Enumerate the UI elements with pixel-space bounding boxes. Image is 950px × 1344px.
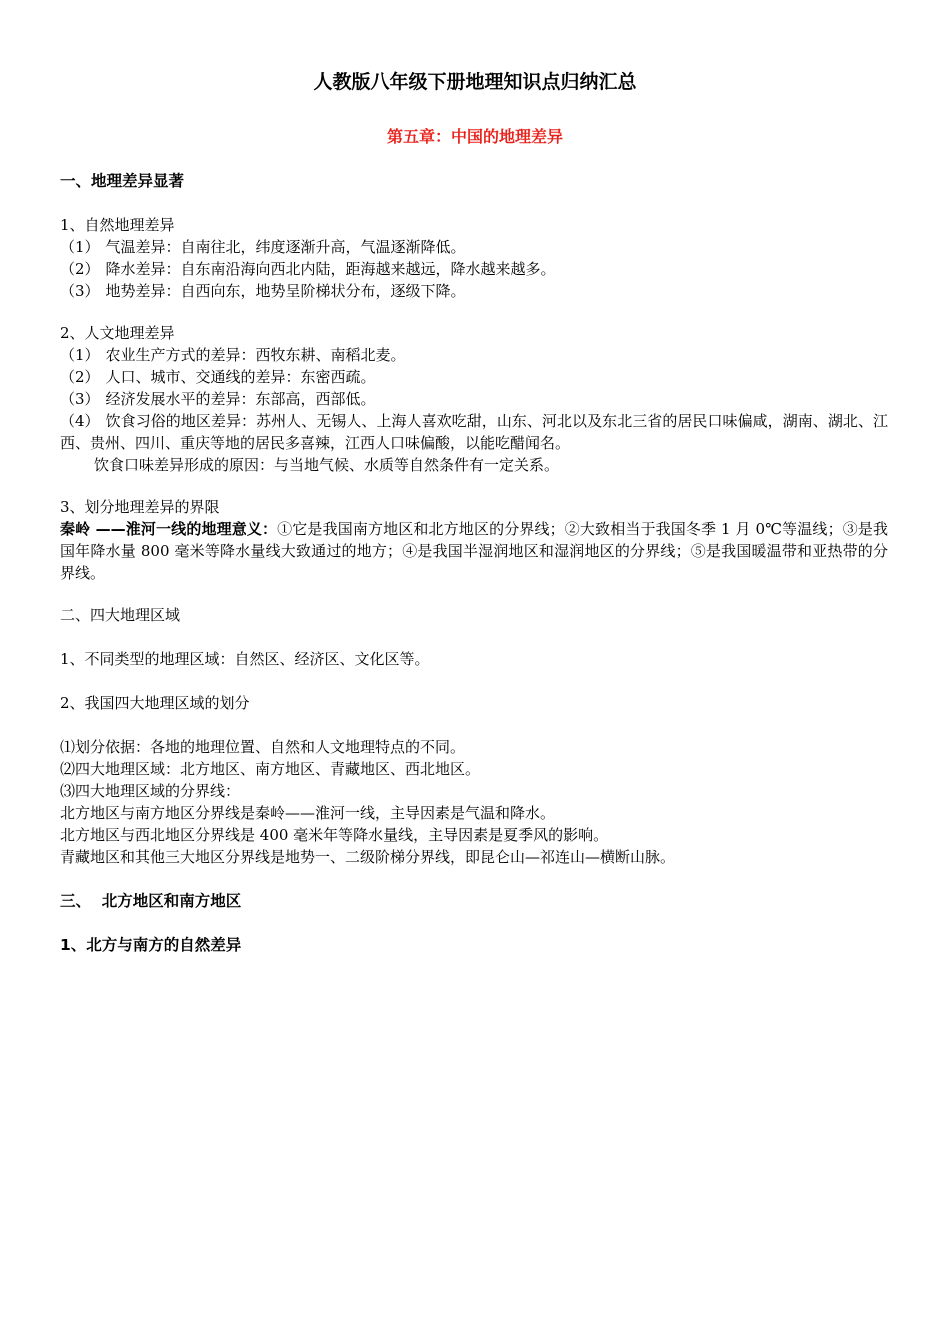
list-item: 北方地区与西北地区分界线是 400 毫米年等降水量线，主导因素是夏季风的影响。 [60,826,609,844]
qinling-text: ①它是我国南方地区和北方地区的分界线；②大致相当于我国冬季 1 月 0℃等温线；③是我国年降水量 800 毫米等降水量线大致通过的地方；④是我国半湿润地区和湿润地区的分界线；⑤是我国暖温带和亚热带的分界线。 [60,520,888,582]
list-item [60,410,888,454]
diet-reason: 饮食口味差异形成的原因：与当地气候、水质等自然条件有一定关系。 [94,456,560,474]
list-item: 北方地区与南方地区分界线是秦岭——淮河一线，主导因素是气温和降水。 [60,804,556,822]
item-text: 农业生产方式的差异：西牧东耕、南稻北麦。 [105,346,406,364]
document-body [60,170,888,956]
item-text: 地势差异：自西向东，地势呈阶梯状分布，逐级下降。 [105,282,466,300]
item-text: 经济发展水平的差异：东部高，西部低。 [105,390,376,408]
item-number: （3） [60,390,100,408]
item-text: 降水差异：自东南沿海向西北内陆，距海越来越远，降水越来越多。 [105,260,556,278]
chapter-title: 第五章：中国的地理差异 [386,127,563,146]
item-number: （4） [60,412,100,430]
section2-sub1: 1、不同类型的地理区域：自然区、经济区、文化区等。 [60,650,430,668]
section1-sub3-heading: 3、划分地理差异的界限 [60,498,220,516]
item-number: （1） [60,346,100,364]
item-text: 饮食习俗的地区差异：苏州人、无锡人、上海人喜欢吃甜，山东、河北以及东北三省的居民口味偏咸，湖南、湖北、江西、贵州、四川、重庆等地的居民多喜辣，江西人口味偏酸，以能吃醋闻名。 [60,412,888,452]
list-item [60,236,888,258]
item-number: （1） [60,238,100,256]
list-item: ⑶四大地理区域的分界线： [60,782,241,800]
section1-sub1-heading: 1、自然地理差异 [60,216,175,234]
section3-heading: 三、 北方地区和南方地区 [60,892,242,910]
qinling-keyword: 秦岭 ——淮河一线的地理意义： [60,520,278,538]
section1-sub2-heading: 2、人文地理差异 [60,324,175,342]
list-item [60,280,888,302]
list-item [60,366,888,388]
item-text: 气温差异：自南往北，纬度逐渐升高，气温逐渐降低。 [105,238,466,256]
item-text: 人口、城市、交通线的差异：东密西疏。 [105,368,376,386]
section2-sub2: 2、我国四大地理区域的划分 [60,694,250,712]
list-item: 青藏地区和其他三大地区分界线是地势一、二级阶梯分界线，即昆仑山—祁连山—横断山脉。 [60,848,676,866]
qinling-significance [60,518,888,584]
item-number: （2） [60,368,100,386]
section3-sub1: 1、北方与南方的自然差异 [60,936,242,954]
item-number: （2） [60,260,100,278]
list-item: ⑴划分依据：各地的地理位置、自然和人文地理特点的不同。 [60,738,466,756]
list-item [60,344,888,366]
list-item [60,258,888,280]
item-number: （3） [60,282,100,300]
document-title: 人教版八年级下册地理知识点归纳汇总 [313,71,637,93]
section2-heading: 二、四大地理区域 [60,606,181,624]
list-item: ⑵四大地理区域：北方地区、南方地区、青藏地区、西北地区。 [60,760,481,778]
list-item [60,388,888,410]
section1-heading: 一、地理差异显著 [60,172,185,190]
